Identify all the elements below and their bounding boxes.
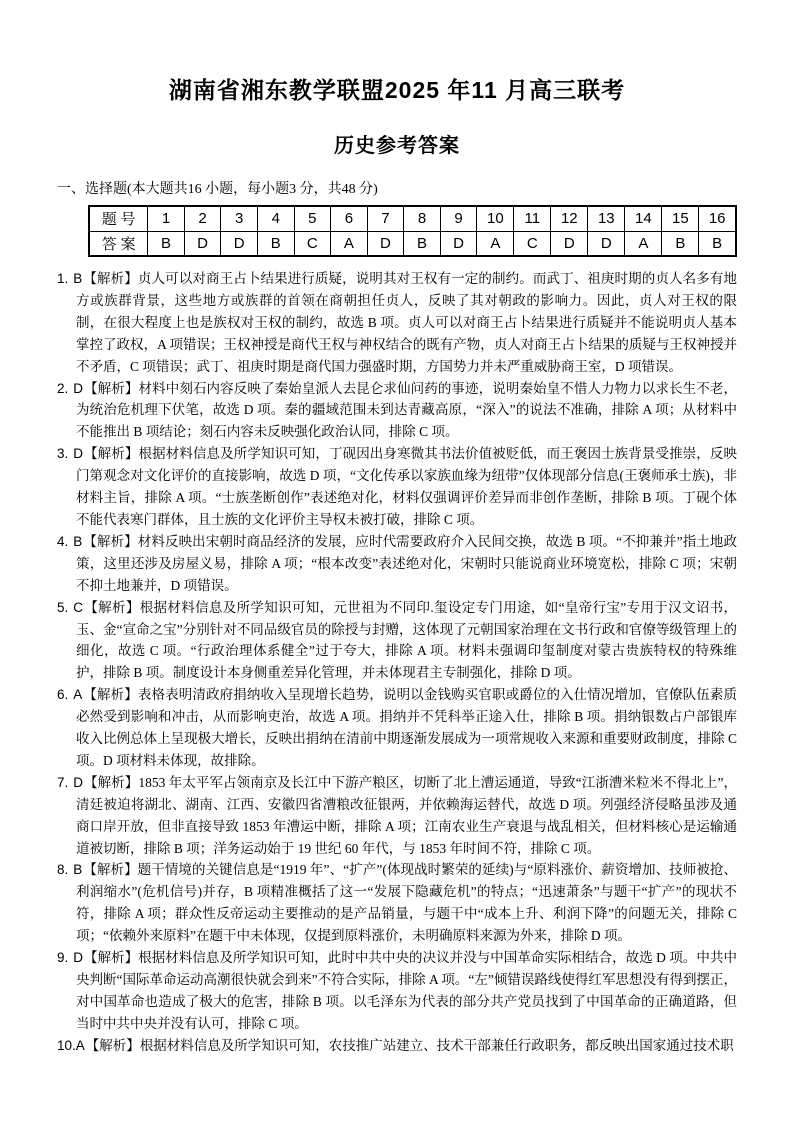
answer-cell: A <box>477 231 514 256</box>
answer-row-label: 答 案 <box>89 231 148 256</box>
item-answer: D <box>73 380 84 396</box>
item-number: 6. <box>57 687 69 703</box>
question-number-cell: 16 <box>699 206 736 231</box>
exam-title: 湖南省湘东教学联盟2025 年11 月高三联考 <box>168 77 626 103</box>
question-number-row-label: 题 号 <box>89 206 148 231</box>
explanation-item-8 <box>57 859 737 947</box>
question-number-cell: 9 <box>440 206 477 231</box>
item-answer: B <box>73 862 83 878</box>
explanations-section <box>57 268 737 1057</box>
question-number-cell: 8 <box>404 206 441 231</box>
item-text: 【解析】材料中刻石内容反映了秦始皇派人去昆仑求仙问药的事迹，说明秦始皇不惜人力物力以求长生不老，为统治危机理下伏笔，故选 D 项。秦的疆域范围未到达青藏高原，“深入”的说法不准确，排除 A 项；从材料中不能推出 B 项结论；刻石内容未反映强化政治认同，排除 C 项。 <box>76 380 737 440</box>
explanation-item-1 <box>57 268 737 378</box>
item-answer: A <box>73 687 83 703</box>
item-number: 3. <box>57 446 69 462</box>
item-text: 【解析】贞人可以对商王占卜结果进行质疑，说明其对王权有一定的制约。而武丁、祖庚时期的贞人名多有地方或族群背景，这些地方或族群的首领在商朝担任贞人，反映了其对朝政的影响力。因此，贞人对王权的限制，在很大程度上也是族权对王权的制约，故选 B 项。贞人可以对商王占卜结果进行质疑并不能说明贞人基本掌控了政权，A 项错误；王权神授是商代王权与神权结合的既有产物，贞人对商王占卜结果的质疑与王权神授并不矛盾，C 项错误；武丁、祖庚时期是商代国力强盛时期，方国势力并未严重威胁商王室，D 项错误。 <box>76 271 737 374</box>
item-text: 【解析】表格表明清政府捐纳收入呈现增长趋势，说明以金钱购买官职或爵位的入仕情况增加，官僚队伍素质必然受到影响和冲击，从而影响吏治，故选 A 项。捐纳并不凭科举正途入仕，排除 B 项。捐纳银数占户部银库收入比例总体上呈现极大增长，反映出捐纳在清前中期逐渐发展成为一项常规收入来源和重要财政制度，排除 C 项。D 项材料未体现，故排除。 <box>76 687 737 768</box>
answer-key-title: 历史参考答案 <box>334 135 460 157</box>
item-text: 【解析】材料反映出宋朝时商品经济的发展，应时代需要政府介入民间交换，故选 B 项。“不抑兼并”指土地政策，这里还涉及房屋义易，排除 A 项；“根本改变”表述绝对化，宋朝时只能说商业环境宽松，排除 C 项；宋朝不抑土地兼并，D 项错误。 <box>76 533 737 593</box>
explanation-item-2 <box>57 378 737 444</box>
explanation-item-10 <box>57 1035 737 1057</box>
item-number: 8. <box>57 862 69 878</box>
answer-cell: B <box>662 231 699 256</box>
item-answer: B <box>73 271 83 286</box>
answer-table <box>88 205 737 257</box>
question-number-cell: 6 <box>331 206 368 231</box>
answer-cell: A <box>331 231 368 256</box>
question-number-cell: 12 <box>551 206 588 231</box>
answer-cell: B <box>257 231 294 256</box>
question-number-cell: 15 <box>662 206 699 231</box>
answer-row <box>89 231 736 256</box>
answer-cell: B <box>699 231 736 256</box>
item-text: 【解析】根据材料信息及所学知识可知，此时中共中央的决议并没与中国革命实际相结合，故选 D 项。中共中央判断“国际革命运动高潮很快就会到来”不符合实际，排除 A 项。“左”倾错误路线使得红军思想没有得到摆正，对中国革命也造成了极大的危害，排除 B 项。以毛泽东为代表的部分共产党员找到了中国革命的正确道路，但当时中共中央并没有认可，排除 C 项。 <box>76 950 737 1031</box>
answer-cell: B <box>404 231 441 256</box>
item-number: 9. <box>57 950 69 966</box>
question-number-row <box>89 206 736 231</box>
explanation-item-6 <box>57 684 737 772</box>
question-number-cell: 13 <box>588 206 625 231</box>
item-text: 【解析】根据材料信息及所学知识可知，元世祖为不同印.玺设定专门用途，如“皇帝行宝”专用于汉文诏书，玉、金“宣命之宝”分别针对不同品级官员的除授与封赠，这体现了元朝国家治理在文书行政和官僚等级管理上的细化，故选 C 项。“行政治理体系健全”过于夸大，排除 A 项。材料未强调印玺制度对蒙古贵族特权的特殊维护，排除 B 项。制度设计本身侧重差异化管理，并未体现君主专制强化，排除 D 项。 <box>76 599 737 681</box>
item-number: 7. <box>57 774 69 790</box>
item-answer: A <box>75 1037 85 1053</box>
question-number-cell: 11 <box>514 206 551 231</box>
explanation-item-5 <box>57 597 737 685</box>
item-text: 【解析】根据材料信息及所学知识可知，丁砚因出身寒微其书法价值被贬低，而王褒因士族背景受推崇，反映门第观念对文化评价的直接影响，故选 D 项，“文化传承以家族血缘为纽带”仅体现部分信息(王褒师承士族)，非材料主旨，排除 A 项。“士族垄断创作”表述绝对化，材料仅强调评价差异而非创作垄断，排除 B 项。丁砚个体不能代表寒门群体，且士族的文化评价主导权未被打破，排除 C 项。 <box>76 446 737 527</box>
question-number-cell: 14 <box>625 206 662 231</box>
question-number-cell: 7 <box>367 206 404 231</box>
item-answer: B <box>73 533 83 549</box>
answer-cell: D <box>588 231 625 256</box>
question-number-cell: 1 <box>148 206 185 231</box>
item-answer: D <box>73 950 84 966</box>
answer-cell: D <box>184 231 221 256</box>
answer-cell: D <box>551 231 588 256</box>
explanation-item-4 <box>57 531 737 597</box>
item-answer: D <box>73 774 84 790</box>
item-number: 2. <box>57 380 69 396</box>
item-answer: C <box>73 599 84 615</box>
answer-cell: D <box>367 231 404 256</box>
explanation-item-3 <box>57 443 737 531</box>
item-number: 4. <box>57 533 69 549</box>
answer-cell: D <box>221 231 258 256</box>
item-text: 【解析】1853 年太平军占领南京及长江中下游产粮区，切断了北上漕运通道，导致“江浙漕米粒米不得北上”，清廷被迫将湖北、湖南、江西、安徽四省漕粮改征银两，并依赖海运替代，故选 D 项。列强经济侵略虽涉及通商口岸开放，但非直接导致 1853 年漕运中断，排除 A 项；江南农业生产衰退与战乱相关，但材料核心是运输通道被切断，排除 B 项；洋务运动始于 19 世纪 60 年代，与 1853 年时间不符，排除 C 项。 <box>76 774 737 856</box>
answer-cell: D <box>440 231 477 256</box>
section-heading: 一、选择题(本大题共16 小题，每小题3 分，共48 分) <box>57 182 378 197</box>
question-number-cell: 4 <box>257 206 294 231</box>
question-number-cell: 2 <box>184 206 221 231</box>
question-number-cell: 10 <box>477 206 514 231</box>
question-number-cell: 3 <box>221 206 258 231</box>
item-number: 10. <box>57 1037 76 1053</box>
item-answer: D <box>73 446 84 462</box>
answer-cell: C <box>514 231 551 256</box>
explanation-item-7 <box>57 772 737 860</box>
item-text: 【解析】题干情境的关键信息是“1919 年”、“扩产”(体现战时繁荣的延续)与“原料涨价、薪资增加、技师被抢、利润缩水”(危机信号)并存，B 项精准概括了这一“发展下隐藏危机”的特点；“迅速萧条”与题干“扩产”的现状不符，排除 A 项；群众性反帝运动主要推动的是产品销量，与题干中“成本上升、利润下降”的问题无关，排除 C 项；“依赖外来原料”在题干中未体现，仅提到原料涨价，未明确原料来源为外来，排除 D 项。 <box>76 862 737 944</box>
answer-cell: A <box>625 231 662 256</box>
item-text: 【解析】根据材料信息及所学知识可知，农技推广站建立、技术干部兼任行政职务，都反映出国家通过技术职 <box>85 1037 734 1053</box>
item-number: 5. <box>57 599 69 615</box>
answer-cell: B <box>148 231 185 256</box>
item-number: 1. <box>57 271 69 286</box>
answer-cell: C <box>294 231 331 256</box>
explanation-item-9 <box>57 947 737 1035</box>
question-number-cell: 5 <box>294 206 331 231</box>
